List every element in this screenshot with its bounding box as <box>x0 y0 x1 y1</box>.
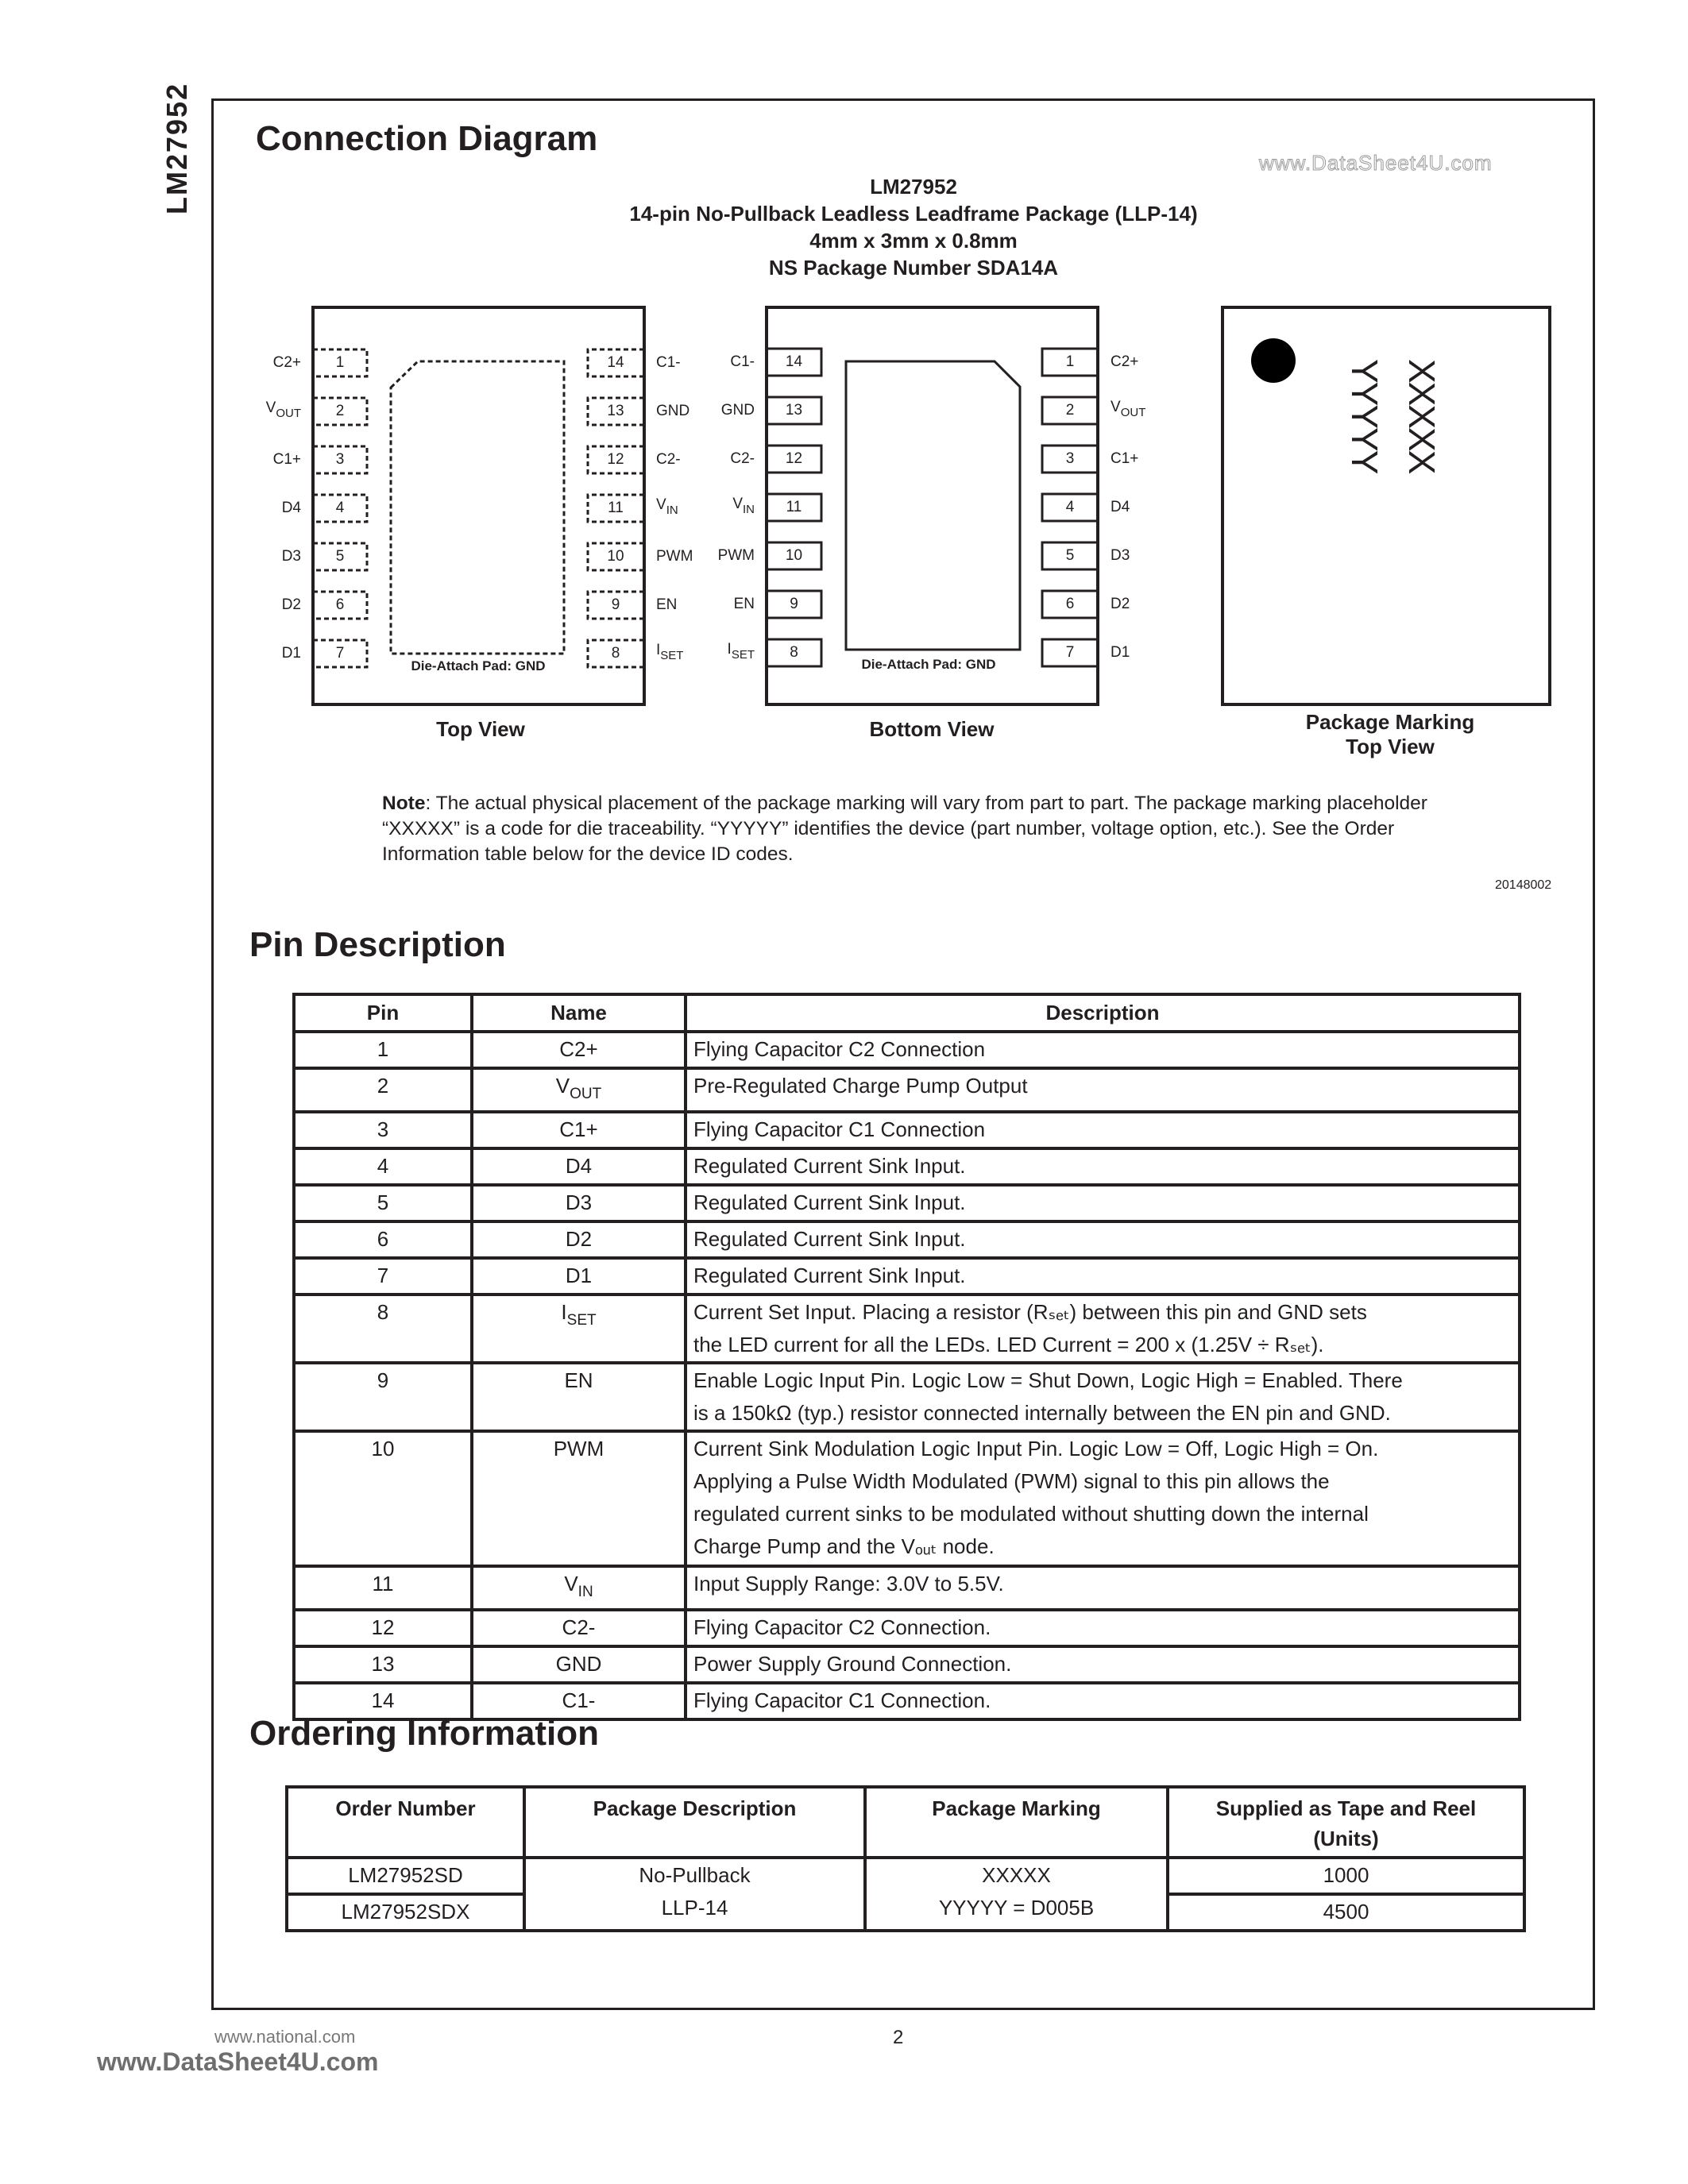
table-row <box>294 1610 1520 1646</box>
bottom-pin-9-label: EN <box>733 596 755 612</box>
pin-number: 2 <box>294 1068 472 1112</box>
top-pin-2-number: 2 <box>335 403 345 419</box>
pin-name: C1- <box>472 1683 686 1719</box>
pin-number: 12 <box>294 1610 472 1646</box>
pin-number: 13 <box>294 1646 472 1683</box>
pin1-indicator-dot <box>1251 338 1296 383</box>
pin-number: 3 <box>294 1112 472 1148</box>
top-pin-9-label: EN <box>656 596 678 613</box>
bottom-pin-7-number: 7 <box>1065 644 1075 661</box>
bottom-pin-5-label: D3 <box>1111 547 1130 564</box>
pin-number: 10 <box>294 1431 472 1566</box>
bottom-pin-9-number: 9 <box>790 596 798 612</box>
package-marking-caption-line1: Package Marking <box>1305 710 1475 734</box>
bottom-pin-14-number: 14 <box>785 353 803 370</box>
pin-name: C1+ <box>472 1112 686 1148</box>
top-pin-5-number: 5 <box>335 548 345 565</box>
pin-name: D2 <box>472 1221 686 1258</box>
package-marking: XXXXX YYYYY = D005B <box>865 1858 1168 1931</box>
note-text: : The actual physical placement of the package marking will vary from part to part. The package marking placeholder “XXXXX” is a code for die traceability. “YYYYY” identifies the device (part number, voltage option, etc.). See the Order Information table below for the device ID codes. <box>382 793 1427 865</box>
table-row <box>294 1032 1520 1068</box>
pin-col-header: Pin <box>294 994 472 1032</box>
note-label: Note <box>382 793 426 814</box>
top-pin-13-label: GND <box>656 403 690 419</box>
figure-id: 20148002 <box>1495 878 1552 892</box>
pin-number: 9 <box>294 1363 472 1431</box>
top-pin-9-number: 9 <box>611 596 620 613</box>
top-pin-1-label: C2+ <box>272 354 301 371</box>
tape-reel-units: 4500 <box>1168 1894 1524 1931</box>
bottom-view-caption: Bottom View <box>869 717 995 741</box>
top-pin-3-label: C1+ <box>272 451 301 468</box>
table-row <box>294 1295 1520 1363</box>
diagram-header-part: LM27952 <box>870 175 957 199</box>
pin-name: C2+ <box>472 1032 686 1068</box>
top-pin-14-number: 14 <box>607 354 624 371</box>
footer-website-link[interactable]: www.national.com <box>214 2027 356 2047</box>
bottom-pin-3-number: 3 <box>1065 450 1075 467</box>
top-pin-4-label: D4 <box>281 500 301 516</box>
table-row <box>294 1221 1520 1258</box>
top-pin-8-number: 8 <box>611 645 620 662</box>
pin-number: 6 <box>294 1221 472 1258</box>
top-pin-7-label: D1 <box>281 645 301 662</box>
table-row <box>294 1646 1520 1683</box>
tape-reel-col-header: Supplied as Tape and Reel (Units) <box>1168 1787 1524 1858</box>
diagram-header <box>477 173 1350 281</box>
table-row <box>287 1858 1524 1894</box>
bottom-pin-8-label: $I_{SET}$ <box>727 641 755 662</box>
top-view-caption: Top View <box>436 717 525 741</box>
pin-description: Pre-Regulated Charge Pump Output <box>686 1068 1520 1112</box>
table-row <box>294 1431 1520 1566</box>
pin-number: 8 <box>294 1295 472 1363</box>
pin-name: EN <box>472 1363 686 1431</box>
bottom-pin-10-number: 10 <box>785 547 803 564</box>
pin-description: Flying Capacitor C1 Connection. <box>686 1683 1520 1719</box>
pin-number: 1 <box>294 1032 472 1068</box>
ordering-table <box>285 1785 1526 1932</box>
pin-description: Flying Capacitor C2 Connection. <box>686 1610 1520 1646</box>
pin-description: Regulated Current Sink Input. <box>686 1258 1520 1295</box>
page-number: 2 <box>893 2027 904 2048</box>
top-view-die-pad-label: Die-Attach Pad: GND <box>411 658 546 673</box>
order-number-col-header: Order Number <box>287 1787 524 1858</box>
top-pin-14-label: C1- <box>656 354 681 371</box>
pin-description-table <box>292 993 1521 1721</box>
top-pin-11-number: 11 <box>608 500 624 516</box>
bottom-pin-4-label: D4 <box>1111 499 1130 515</box>
top-pin-10-number: 10 <box>607 548 624 565</box>
bottom-pin-13-number: 13 <box>785 402 803 419</box>
bottom-pin-14-label: C1- <box>730 353 755 370</box>
section-title-ordering-information: Ordering Information <box>249 1714 599 1753</box>
bottom-pin-8-number: 8 <box>790 644 798 661</box>
pin-number: 5 <box>294 1185 472 1221</box>
watermark-link[interactable]: www.DataSheet4U.com <box>1259 151 1493 175</box>
bottom-pin-1-label: C2+ <box>1111 353 1139 370</box>
bottom-pin-6-label: D2 <box>1111 596 1130 612</box>
top-pin-8-label: $I_{SET}$ <box>656 642 684 662</box>
pin-description: Current Sink Modulation Logic Input Pin. Logic Low = Off, Logic High = On. Applying a Pulse Width Modulated (PWM) signal to this pin allows the regulated current sinks to be modulated without shutting down the internal Charge Pump and the Vₒᵤₜ node. <box>686 1431 1520 1566</box>
footer-watermark-link[interactable]: www.DataSheet4U.com <box>97 2047 379 2076</box>
bottom-pin-3-label: C1+ <box>1111 450 1139 467</box>
top-pin-6-number: 6 <box>335 596 345 613</box>
top-pin-10-label: PWM <box>656 548 693 565</box>
pin-number: 11 <box>294 1566 472 1610</box>
pin-table-header <box>294 994 1520 1032</box>
top-pin-11-label: $V_{IN}$ <box>656 496 678 517</box>
pin-number: 7 <box>294 1258 472 1295</box>
diagram-header-package: 14-pin No-Pullback Leadless Leadframe Package (LLP-14) <box>629 202 1198 226</box>
diagram-note <box>382 791 1494 867</box>
bottom-view-die-pad-label: Die-Attach Pad: GND <box>861 657 996 672</box>
pin-name: $V_{OUT}$ <box>472 1068 686 1112</box>
top-pin-12-number: 12 <box>607 451 624 468</box>
pin-description: Current Set Input. Placing a resistor (Rₛₑₜ) between this pin and GND sets the LED current for all the LEDs. LED Current = 200 x (1.25V ÷ Rₛₑₜ). <box>686 1295 1520 1363</box>
table-row <box>294 1112 1520 1148</box>
pin-description: Input Supply Range: 3.0V to 5.5V. <box>686 1566 1520 1610</box>
diagram-header-ns-number: NS Package Number SDA14A <box>768 256 1059 280</box>
table-row <box>294 1566 1520 1610</box>
top-pin-12-label: C2- <box>656 451 681 468</box>
package-marking-caption-line2: Top View <box>1346 735 1435 758</box>
section-title-pin-description: Pin Description <box>249 925 506 964</box>
table-row <box>294 1068 1520 1112</box>
bottom-pin-11-number: 11 <box>786 499 802 515</box>
top-pin-5-label: D3 <box>281 548 301 565</box>
table-row <box>294 1148 1520 1185</box>
pin-description: Enable Logic Input Pin. Logic Low = Shut Down, Logic High = Enabled. There is a 150kΩ (typ.) resistor connected internally between the EN pin and GND. <box>686 1363 1520 1431</box>
package-description-col-header: Package Description <box>524 1787 865 1858</box>
top-pin-7-number: 7 <box>335 645 345 662</box>
pin-description: Flying Capacitor C2 Connection <box>686 1032 1520 1068</box>
package-marking-col-header: Package Marking <box>865 1787 1168 1858</box>
diagram-header-dimensions: 4mm x 3mm x 0.8mm <box>809 229 1018 253</box>
bottom-pin-12-number: 12 <box>785 450 803 467</box>
order-number: LM27952SD <box>287 1858 524 1894</box>
bottom-pin-12-label: C2- <box>730 450 755 467</box>
pin-name: D3 <box>472 1185 686 1221</box>
bottom-pin-13-label: GND <box>720 402 755 419</box>
bottom-pin-2-label: $V_{OUT}$ <box>1111 399 1146 419</box>
pin-description: Regulated Current Sink Input. <box>686 1185 1520 1221</box>
order-number: LM27952SDX <box>287 1894 524 1931</box>
pin-name: D4 <box>472 1148 686 1185</box>
pin-description: Regulated Current Sink Input. <box>686 1148 1520 1185</box>
table-row <box>294 1185 1520 1221</box>
pin-name: PWM <box>472 1431 686 1566</box>
description-col-header: Description <box>686 994 1520 1032</box>
bottom-pin-2-number: 2 <box>1065 402 1075 419</box>
pin-number: 4 <box>294 1148 472 1185</box>
bottom-pin-6-number: 6 <box>1065 596 1075 612</box>
pin-name: $V_{IN}$ <box>472 1566 686 1610</box>
marking-yyyyy: YYYYY <box>1344 359 1385 473</box>
top-pin-2-label: $V_{OUT}$ <box>265 399 301 420</box>
pin-number: 14 <box>294 1683 472 1719</box>
side-part-number: LM27952 <box>160 82 193 214</box>
pin-name: $I_{SET}$ <box>472 1295 686 1363</box>
top-pin-1-number: 1 <box>335 354 345 371</box>
table-row <box>294 1363 1520 1431</box>
pin-description: Power Supply Ground Connection. <box>686 1646 1520 1683</box>
top-pin-6-label: D2 <box>281 596 301 613</box>
top-pin-3-number: 3 <box>335 451 345 468</box>
marking-xxxxx: XXXXX <box>1401 359 1443 473</box>
bottom-pin-10-label: PWM <box>717 547 755 564</box>
pin-name: GND <box>472 1646 686 1683</box>
top-pin-4-number: 4 <box>335 500 345 516</box>
bottom-pin-1-number: 1 <box>1065 353 1075 370</box>
top-pin-13-number: 13 <box>607 403 624 419</box>
tape-reel-units: 1000 <box>1168 1858 1524 1894</box>
package-marking-caption <box>1287 710 1493 759</box>
pin-name: C2- <box>472 1610 686 1646</box>
pin-description: Regulated Current Sink Input. <box>686 1221 1520 1258</box>
table-row <box>294 1258 1520 1295</box>
package-description: No-Pullback LLP-14 <box>524 1858 865 1931</box>
bottom-pin-5-number: 5 <box>1065 547 1075 564</box>
bottom-pin-4-number: 4 <box>1065 499 1075 515</box>
bottom-pin-7-label: D1 <box>1111 644 1130 661</box>
bottom-pin-11-label: $V_{IN}$ <box>732 496 755 516</box>
section-title-connection-diagram: Connection Diagram <box>256 119 598 158</box>
pin-description: Flying Capacitor C1 Connection <box>686 1112 1520 1148</box>
name-col-header: Name <box>472 994 686 1032</box>
pin-name: D1 <box>472 1258 686 1295</box>
ordering-table-header <box>287 1787 1524 1858</box>
